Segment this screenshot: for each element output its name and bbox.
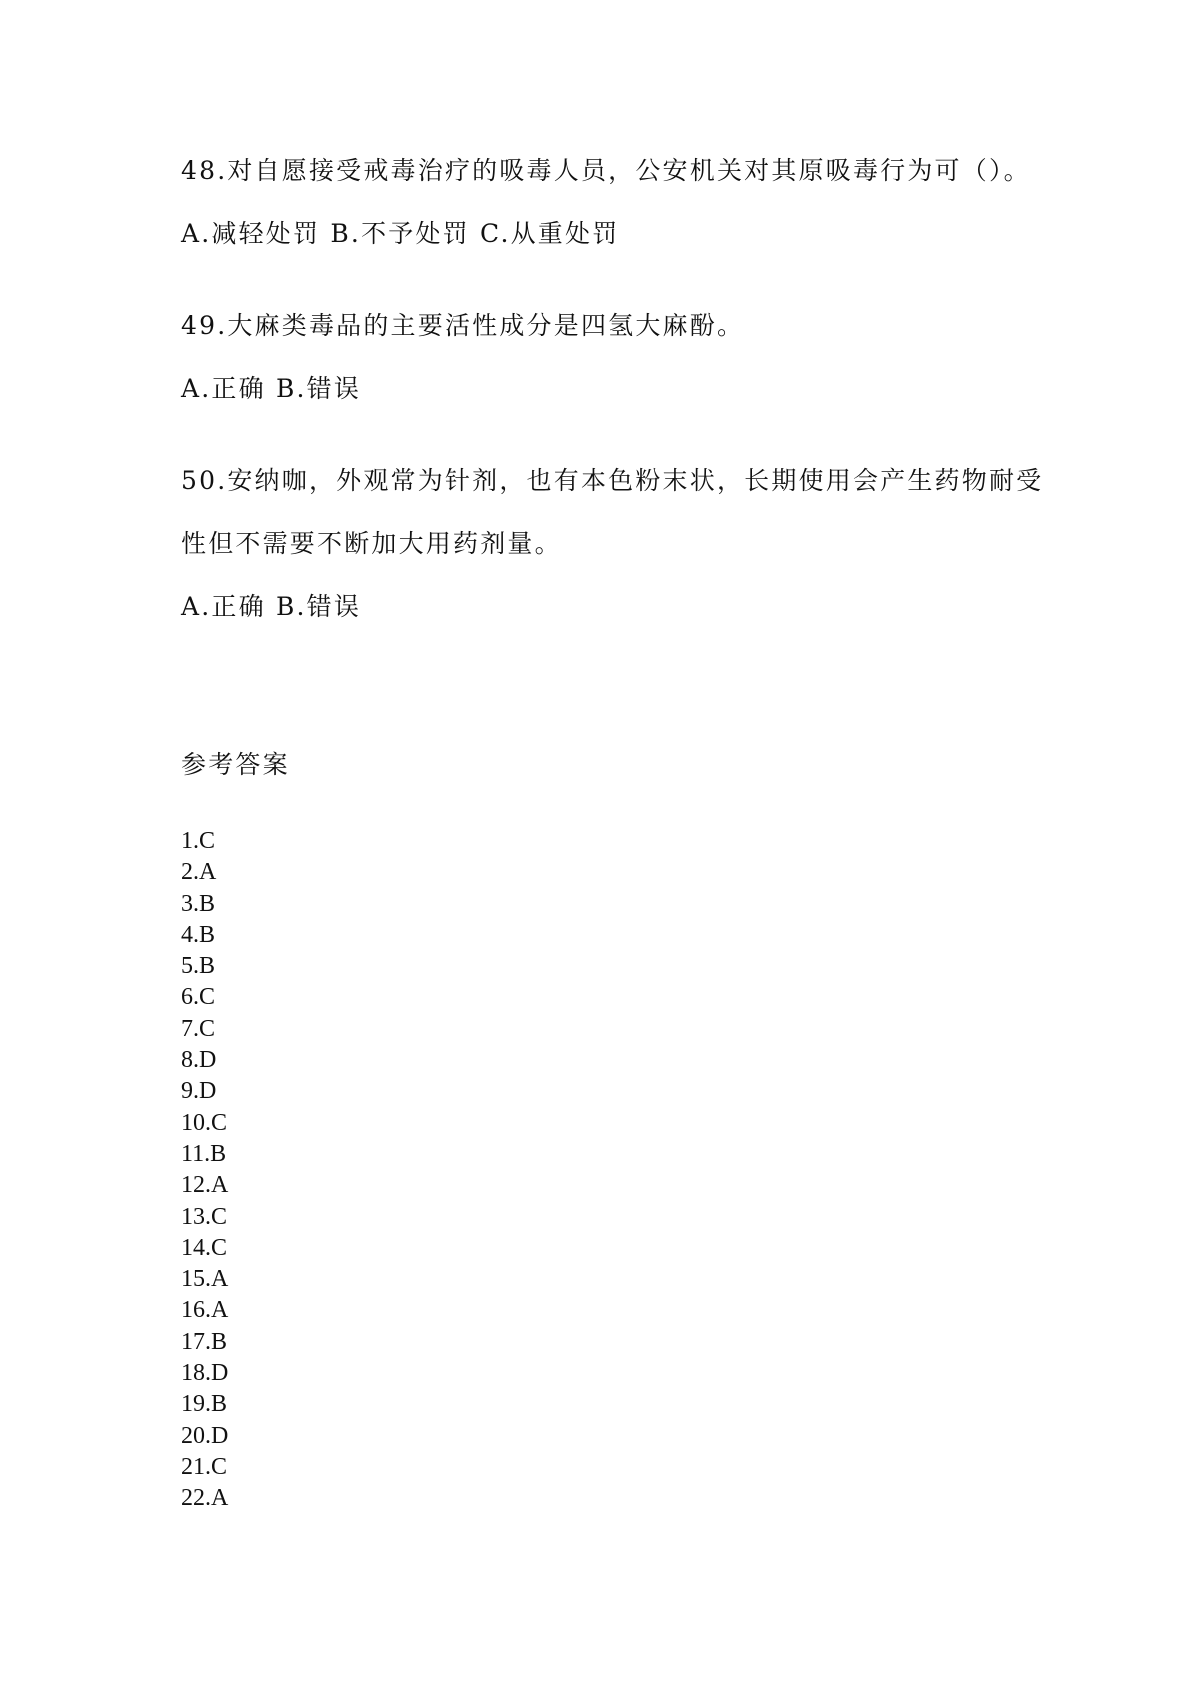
question-49-text: 49.大麻类毒品的主要活性成分是四氢大麻酚。 — [181, 311, 745, 340]
question-49-options: A.正确 B.错误 — [181, 374, 362, 403]
question-50-options: A.正确 B.错误 — [181, 592, 362, 621]
answer-item: 21.C — [181, 1453, 228, 1480]
answer-item: 9.D — [181, 1078, 217, 1105]
answer-item: 7.C — [181, 1015, 216, 1042]
answer-item: 22.A — [181, 1485, 229, 1512]
answer-item: 8.D — [181, 1047, 217, 1074]
answer-item: 10.C — [181, 1109, 228, 1136]
answer-item: 3.B — [181, 890, 216, 917]
answer-item: 14.C — [181, 1234, 228, 1261]
answer-item: 16.A — [181, 1297, 229, 1324]
answer-item: 17.B — [181, 1328, 228, 1355]
answer-item: 12.A — [181, 1172, 229, 1199]
answer-item: 15.A — [181, 1266, 229, 1293]
answer-list — [181, 826, 228, 1515]
answer-item: 13.C — [181, 1203, 228, 1230]
question-48-options: A.减轻处罚 B.不予处罚 C.从重处罚 — [181, 219, 620, 248]
question-50-text-line-2: 性但不需要不断加大用药剂量。 — [181, 529, 562, 558]
question-50-text-line-1: 50.安纳咖，外观常为针剂，也有本色粉末状，长期使用会产生药物耐受 — [181, 466, 1044, 495]
answer-item: 19.B — [181, 1391, 228, 1418]
answer-heading: 参考答案 — [181, 750, 290, 779]
answer-item: 20.D — [181, 1422, 229, 1449]
question-48-text: 48.对自愿接受戒毒治疗的吸毒人员，公安机关对其原吸毒行为可（）。 — [181, 156, 1031, 185]
answer-item: 1.C — [181, 828, 216, 854]
answer-item: 11.B — [181, 1140, 227, 1167]
answer-item: 18.D — [181, 1360, 229, 1387]
answer-item: 4.B — [181, 921, 216, 948]
answer-item: 6.C — [181, 984, 216, 1011]
answer-item: 2.A — [181, 859, 217, 886]
answer-item: 5.B — [181, 953, 216, 980]
